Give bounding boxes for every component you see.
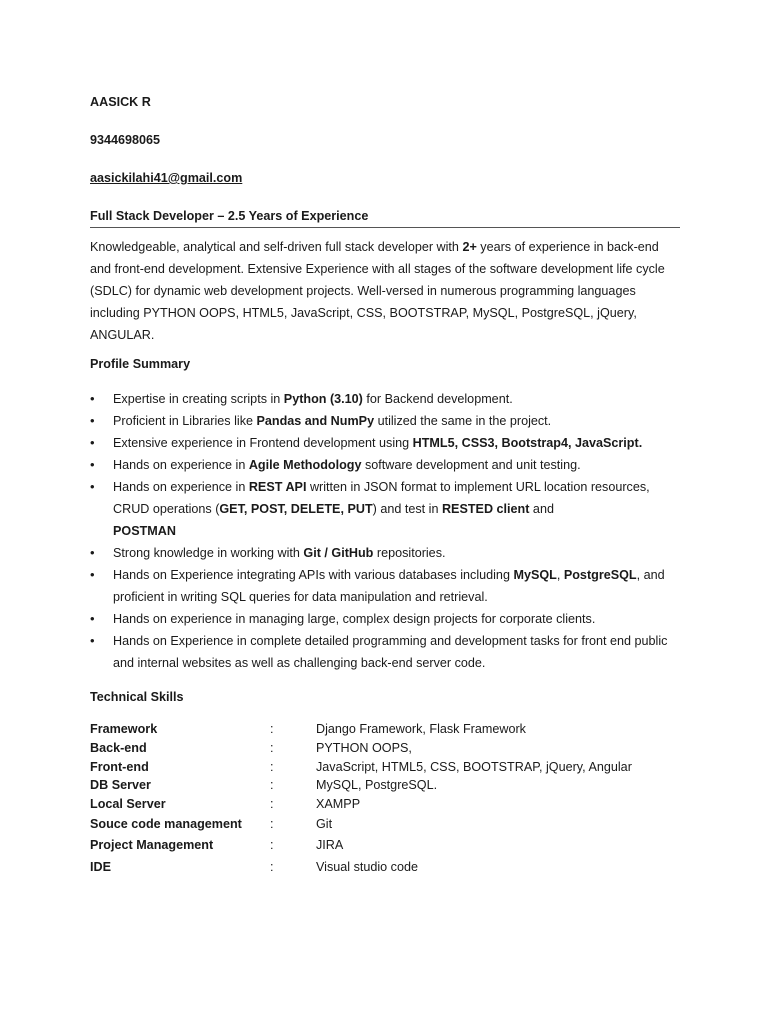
skill-separator: : [270,759,274,774]
skill-separator: : [270,740,274,755]
skill-value: PYTHON OOPS, [316,740,412,755]
item-text: Hands on Experience integrating APIs with various databases including [113,568,514,582]
skill-row [90,776,680,795]
item-text: ) and test in [372,502,442,516]
item-text: Expertise in creating scripts in [113,392,284,406]
summary-text-2: years of experience in back-end and front-end development. Extensive Experience with all stages of the software development life cycle (SDLC) for dynamic web development projects. Well-versed in numerous programming languages including PYTHON OOPS, HTML5, JavaScript, CSS, BOOTSTRAP, MySQL, PostgreSQL, jQuery, ANGULAR. [90,240,665,342]
skill-row [90,758,680,777]
skill-value: XAMPP [316,797,361,812]
item-bold: HTML5, CSS3, Bootstrap4, JavaScript. [412,436,643,450]
skill-name: Project Management [90,838,214,853]
list-item [90,542,680,564]
list-item [90,564,680,608]
item-bold: RESTED client [441,502,530,516]
skill-row [90,835,680,857]
item-bold: POSTMAN [113,524,176,538]
item-text: and [529,502,554,516]
item-text: Hands on Experience in complete detailed programming and development tasks for front end public and internal websites as well as challenging back-end server code. [113,634,668,670]
item-bold: GET, POST, DELETE, PUT [219,502,373,516]
item-bold: MySQL [513,568,557,582]
item-bold: Pandas and NumPy [256,414,375,428]
skill-name: Front-end [90,759,149,774]
item-text: Strong knowledge in working with [113,546,304,560]
list-item [90,432,680,454]
phone-number: 9344698065 [90,133,161,147]
item-bold: REST API [248,480,307,494]
skill-value: Visual studio code [316,859,418,874]
item-text: written in JSON format to implement URL location resources, CRUD operations ( [113,480,650,516]
item-bold: Git / GitHub [303,546,374,560]
skill-value: JavaScript, HTML5, CSS, BOOTSTRAP, jQuery, Angular [316,759,632,774]
item-text: Hands on experience in managing large, complex design projects for corporate clients. [113,612,596,626]
item-text: repositories. [373,546,446,560]
item-text: for Backend development. [362,392,513,406]
item-text: Hands on experience in [113,480,249,494]
technical-skills-heading: Technical Skills [90,690,184,704]
item-text: Extensive experience in Frontend development using [113,436,413,450]
skill-name: Local Server [90,797,166,812]
email-link[interactable]: aasickilahi41@gmail.com [90,171,243,185]
skill-row [90,720,680,739]
skill-value: JIRA [316,838,344,853]
skill-separator: : [270,816,274,831]
list-item [90,630,680,674]
skill-value: Git [316,816,333,831]
skill-separator: : [270,859,274,874]
item-text: Hands on experience in [113,458,249,472]
profile-summary-heading: Profile Summary [90,357,191,371]
summary-paragraph [90,236,680,346]
summary-years: 2+ [462,240,477,254]
list-item [90,454,680,476]
item-text: , [556,568,564,582]
headline: Full Stack Developer – 2.5 Years of Experience [90,209,680,228]
skill-row [90,739,680,758]
skill-separator: : [270,797,274,812]
skill-name: Back-end [90,740,147,755]
list-item [90,410,680,432]
item-text: utilized the same in the project. [374,414,552,428]
skill-separator: : [270,722,274,736]
item-bold: Agile Methodology [248,458,362,472]
skill-separator: : [270,778,274,793]
profile-summary-list [90,388,680,674]
item-text: Proficient in Libraries like [113,414,257,428]
skill-separator: : [270,838,274,853]
technical-skills-table [90,720,680,878]
list-item [90,476,680,542]
candidate-name: AASICK R [90,95,151,109]
skill-row [90,857,680,879]
skill-name: Souce code management [90,816,242,831]
item-bold: PostgreSQL [563,568,637,582]
skill-name: Framework [90,722,158,736]
item-text: , and proficient in writing SQL queries for data manipulation and retrieval. [113,568,665,604]
skill-value: MySQL, PostgreSQL. [316,778,438,793]
skill-row [90,795,680,814]
item-text: software development and unit testing. [361,458,581,472]
skill-value: Django Framework, Flask Framework [316,722,526,736]
summary-text-1: Knowledgeable, analytical and self-driven full stack developer with [90,240,463,254]
list-item [90,608,680,630]
skill-row [90,814,680,836]
skill-name: IDE [90,859,111,874]
item-bold: Python (3.10) [283,392,363,406]
list-item [90,388,680,410]
skill-name: DB Server [90,778,151,793]
